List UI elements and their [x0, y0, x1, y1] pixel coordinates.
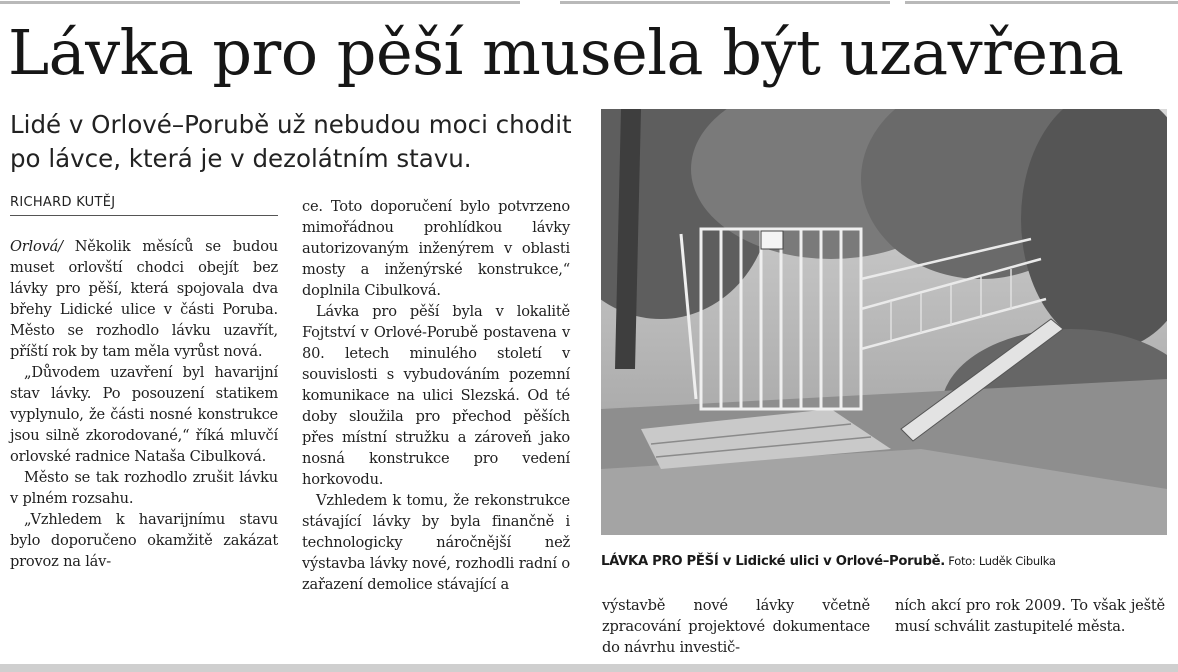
caption-text: v Lidické ulici v Orlové–Porubě.: [718, 554, 945, 569]
text-column-2: [302, 196, 570, 595]
photo-credit: Foto: Luděk Cibulka: [944, 554, 1056, 568]
paragraph: Vzhledem k tomu, že rekonstrukce stávající lávky by byla finančně i technologicky náročnější než výstavba lávky nové, rozhodli radní o zařazení demolice stávající a: [302, 492, 570, 593]
paragraph: ce. Toto doporučení bylo potvrzeno mimořádnou prohlídkou lávky autorizovaným inženýrem v oblasti mosty a inženýrské konstrukce,“ doplnila Cibulková.: [302, 198, 570, 299]
paragraph: [10, 236, 278, 362]
paragraph-text: Několik měsíců se budou muset orlovští chodci obejít bez lávky pro pěší, která spojovala dva břehy Lidické ulice v části Poruba. Město se rozhodlo lávku uzavřít, příští rok by tam měla vyrůst nová.: [10, 238, 278, 360]
lead-paragraph: Lidé v Orlové–Porubě už nebudou moci chodit po lávce, která je v dezolátním stavu.: [10, 110, 572, 173]
bottom-rule: [0, 664, 1178, 672]
paragraph: výstavbě nové lávky včetně zpracování projektové dokumentace do návrhu investič-: [602, 597, 870, 656]
text-column-3: [602, 595, 870, 658]
byline: RICHARD KUTĚJ: [10, 195, 278, 216]
paragraph: „Důvodem uzavření byl havarijní stav lávky. Po posouzení statikem vyplynulo, že části nosné konstrukce jsou silně zkorodované,“ říká mluvčí orlovské radnice Nataša Cibulková.: [10, 364, 278, 465]
top-rule: [0, 0, 1178, 6]
bridge-photo: [601, 109, 1167, 535]
paragraph: Lávka pro pěší byla v lokalitě Fojtství v Orlové-Porubě postavena v 80. letech minulého století v souvislosti s vybudováním pozemní komunikace na ulici Slezská. Od té doby sloužila pro přechod pěších přes místní stružku a zároveň jako nosná konstrukce pro vedení horkovodu.: [302, 303, 570, 488]
text-column-1: [10, 236, 278, 572]
paragraph: Město se tak rozhodlo zrušit lávku v plném rozsahu.: [10, 469, 278, 507]
caption-title: LÁVKA PRO PĚŠÍ: [601, 554, 719, 569]
dateline: Orlová/: [10, 238, 63, 255]
paragraph: ních akcí pro rok 2009. To však ještě musí schválit zastupitelé města.: [895, 597, 1165, 635]
paragraph: „Vzhledem k havarijnímu stavu bylo doporučeno okamžitě zakázat provoz na láv-: [10, 511, 278, 570]
headline: Lávka pro pěší musela být uzavřena: [8, 16, 1124, 89]
text-column-4: [895, 595, 1165, 637]
photo-caption: [601, 552, 1167, 571]
